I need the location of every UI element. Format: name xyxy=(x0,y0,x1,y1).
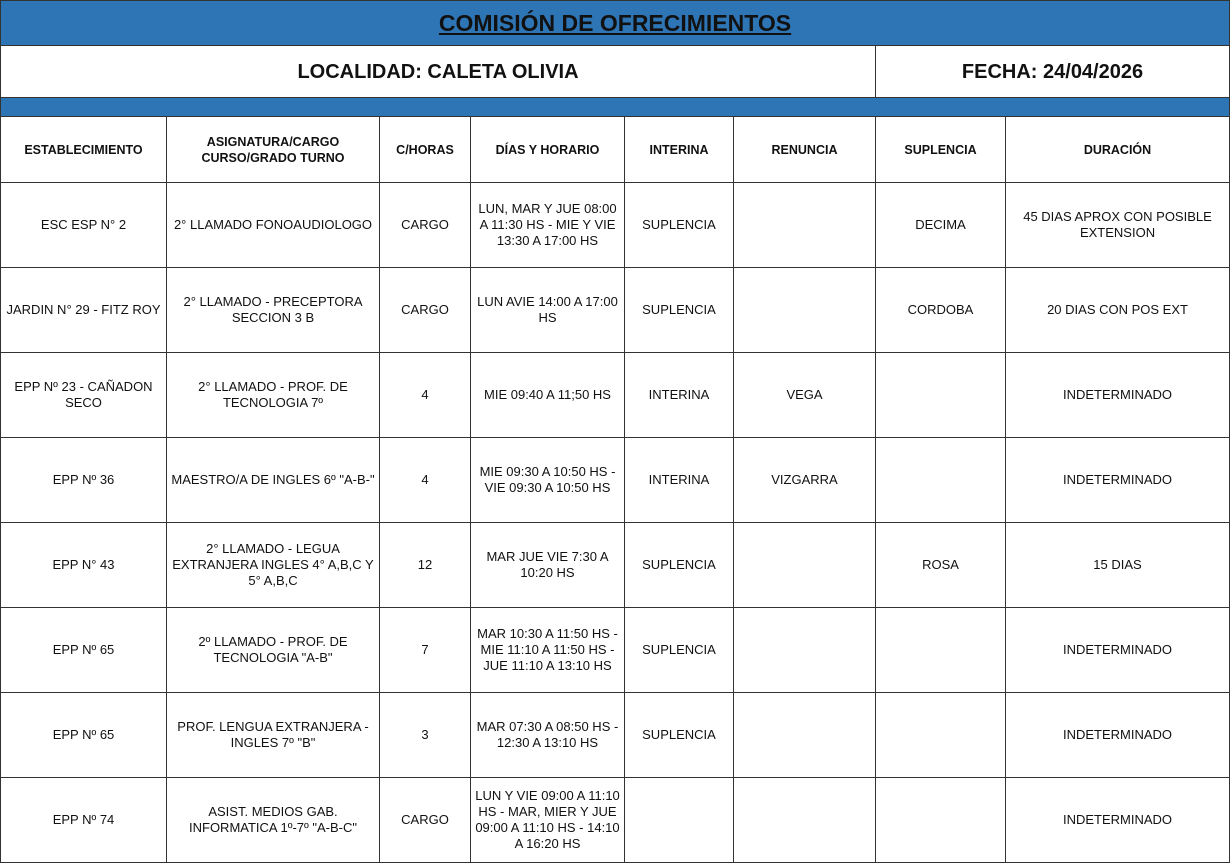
cell-interina: SUPLENCIA xyxy=(625,268,734,353)
cell-renuncia xyxy=(734,523,876,608)
header-row xyxy=(1,117,1230,183)
cell-asignatura: 2° LLAMADO - LEGUA EXTRANJERA INGLES 4° A,B,C Y 5° A,B,C xyxy=(167,523,380,608)
cell-renuncia: VEGA xyxy=(734,353,876,438)
cell-duracion: INDETERMINADO xyxy=(1006,778,1230,863)
cell-establecimiento: EPP Nº 74 xyxy=(1,778,167,863)
table-row xyxy=(1,523,1230,608)
cell-horas: 3 xyxy=(380,693,471,778)
column-header-renuncia: RENUNCIA xyxy=(734,117,876,183)
cell-horas: 12 xyxy=(380,523,471,608)
cell-interina: INTERINA xyxy=(625,353,734,438)
cell-interina: SUPLENCIA xyxy=(625,183,734,268)
cell-horas: CARGO xyxy=(380,183,471,268)
table-row xyxy=(1,608,1230,693)
cell-duracion: INDETERMINADO xyxy=(1006,693,1230,778)
cell-horario: LUN, MAR Y JUE 08:00 A 11:30 HS - MIE Y VIE 13:30 A 17:00 HS xyxy=(471,183,625,268)
cell-duracion: INDETERMINADO xyxy=(1006,353,1230,438)
cell-suplencia xyxy=(876,353,1006,438)
cell-asignatura: 2° LLAMADO - PRECEPTORA SECCION 3 B xyxy=(167,268,380,353)
localidad: LOCALIDAD: CALETA OLIVIA xyxy=(1,46,876,98)
cell-asignatura: 2° LLAMADO FONOAUDIOLOGO xyxy=(167,183,380,268)
cell-establecimiento: EPP Nº 36 xyxy=(1,438,167,523)
cell-interina: SUPLENCIA xyxy=(625,608,734,693)
table-row xyxy=(1,268,1230,353)
cell-suplencia: DECIMA xyxy=(876,183,1006,268)
cell-horas: CARGO xyxy=(380,778,471,863)
cell-horas: 4 xyxy=(380,438,471,523)
table-row xyxy=(1,353,1230,438)
fecha: FECHA: 24/04/2026 xyxy=(876,46,1230,98)
cell-asignatura: ASIST. MEDIOS GAB. INFORMATICA 1º-7º "A-B-C" xyxy=(167,778,380,863)
cell-renuncia xyxy=(734,268,876,353)
cell-asignatura: PROF. LENGUA EXTRANJERA - INGLES 7º "B" xyxy=(167,693,380,778)
cell-interina: SUPLENCIA xyxy=(625,693,734,778)
cell-interina: INTERINA xyxy=(625,438,734,523)
cell-suplencia xyxy=(876,608,1006,693)
column-header-duracion: DURACIÓN xyxy=(1006,117,1230,183)
cell-renuncia xyxy=(734,183,876,268)
cell-horario: LUN AVIE 14:00 A 17:00 HS xyxy=(471,268,625,353)
table-body xyxy=(1,183,1230,863)
cell-establecimiento: EPP Nº 65 xyxy=(1,693,167,778)
table-row xyxy=(1,693,1230,778)
cell-establecimiento: EPP Nº 65 xyxy=(1,608,167,693)
column-header-establecimiento: ESTABLECIMIENTO xyxy=(1,117,167,183)
cell-duracion: INDETERMINADO xyxy=(1006,608,1230,693)
document-title: COMISIÓN DE OFRECIMIENTOS xyxy=(1,1,1230,46)
cell-asignatura: MAESTRO/A DE INGLES 6º "A-B-" xyxy=(167,438,380,523)
table-row xyxy=(1,438,1230,523)
cell-asignatura: 2° LLAMADO - PROF. DE TECNOLOGIA 7º xyxy=(167,353,380,438)
cell-duracion: 20 DIAS CON POS EXT xyxy=(1006,268,1230,353)
cell-horas: 4 xyxy=(380,353,471,438)
cell-horas: 7 xyxy=(380,608,471,693)
cell-duracion: 15 DIAS xyxy=(1006,523,1230,608)
cell-horario: MAR 07:30 A 08:50 HS - 12:30 A 13:10 HS xyxy=(471,693,625,778)
cell-duracion: 45 DIAS APROX CON POSIBLE EXTENSION xyxy=(1006,183,1230,268)
cell-horario: MAR JUE VIE 7:30 A 10:20 HS xyxy=(471,523,625,608)
cell-suplencia xyxy=(876,778,1006,863)
cell-renuncia: VIZGARRA xyxy=(734,438,876,523)
cell-suplencia xyxy=(876,438,1006,523)
cell-horario: MIE 09:40 A 11;50 HS xyxy=(471,353,625,438)
cell-suplencia: ROSA xyxy=(876,523,1006,608)
cell-interina: SUPLENCIA xyxy=(625,523,734,608)
separator-bar xyxy=(1,98,1230,117)
column-header-interina: INTERINA xyxy=(625,117,734,183)
column-header-suplencia: SUPLENCIA xyxy=(876,117,1006,183)
cell-renuncia xyxy=(734,778,876,863)
cell-renuncia xyxy=(734,693,876,778)
cell-establecimiento: EPP N° 43 xyxy=(1,523,167,608)
cell-establecimiento: EPP Nº 23 - CAÑADON SECO xyxy=(1,353,167,438)
column-header-horario: DÍAS Y HORARIO xyxy=(471,117,625,183)
cell-establecimiento: ESC ESP N° 2 xyxy=(1,183,167,268)
cell-horas: CARGO xyxy=(380,268,471,353)
cell-interina xyxy=(625,778,734,863)
column-header-horas: C/HORAS xyxy=(380,117,471,183)
cell-renuncia xyxy=(734,608,876,693)
cell-horario: LUN Y VIE 09:00 A 11:10 HS - MAR, MIER Y JUE 09:00 A 11:10 HS - 14:10 A 16:20 HS xyxy=(471,778,625,863)
cell-duracion: INDETERMINADO xyxy=(1006,438,1230,523)
cell-suplencia: CORDOBA xyxy=(876,268,1006,353)
column-header-asignatura: ASIGNATURA/CARGO CURSO/GRADO TURNO xyxy=(167,117,380,183)
table-row xyxy=(1,183,1230,268)
cell-asignatura: 2º LLAMADO - PROF. DE TECNOLOGIA "A-B" xyxy=(167,608,380,693)
cell-horario: MIE 09:30 A 10:50 HS - VIE 09:30 A 10:50 HS xyxy=(471,438,625,523)
cell-establecimiento: JARDIN N° 29 - FITZ ROY xyxy=(1,268,167,353)
cell-horario: MAR 10:30 A 11:50 HS - MIE 11:10 A 11:50 HS - JUE 11:10 A 13:10 HS xyxy=(471,608,625,693)
cell-suplencia xyxy=(876,693,1006,778)
table-row xyxy=(1,778,1230,863)
